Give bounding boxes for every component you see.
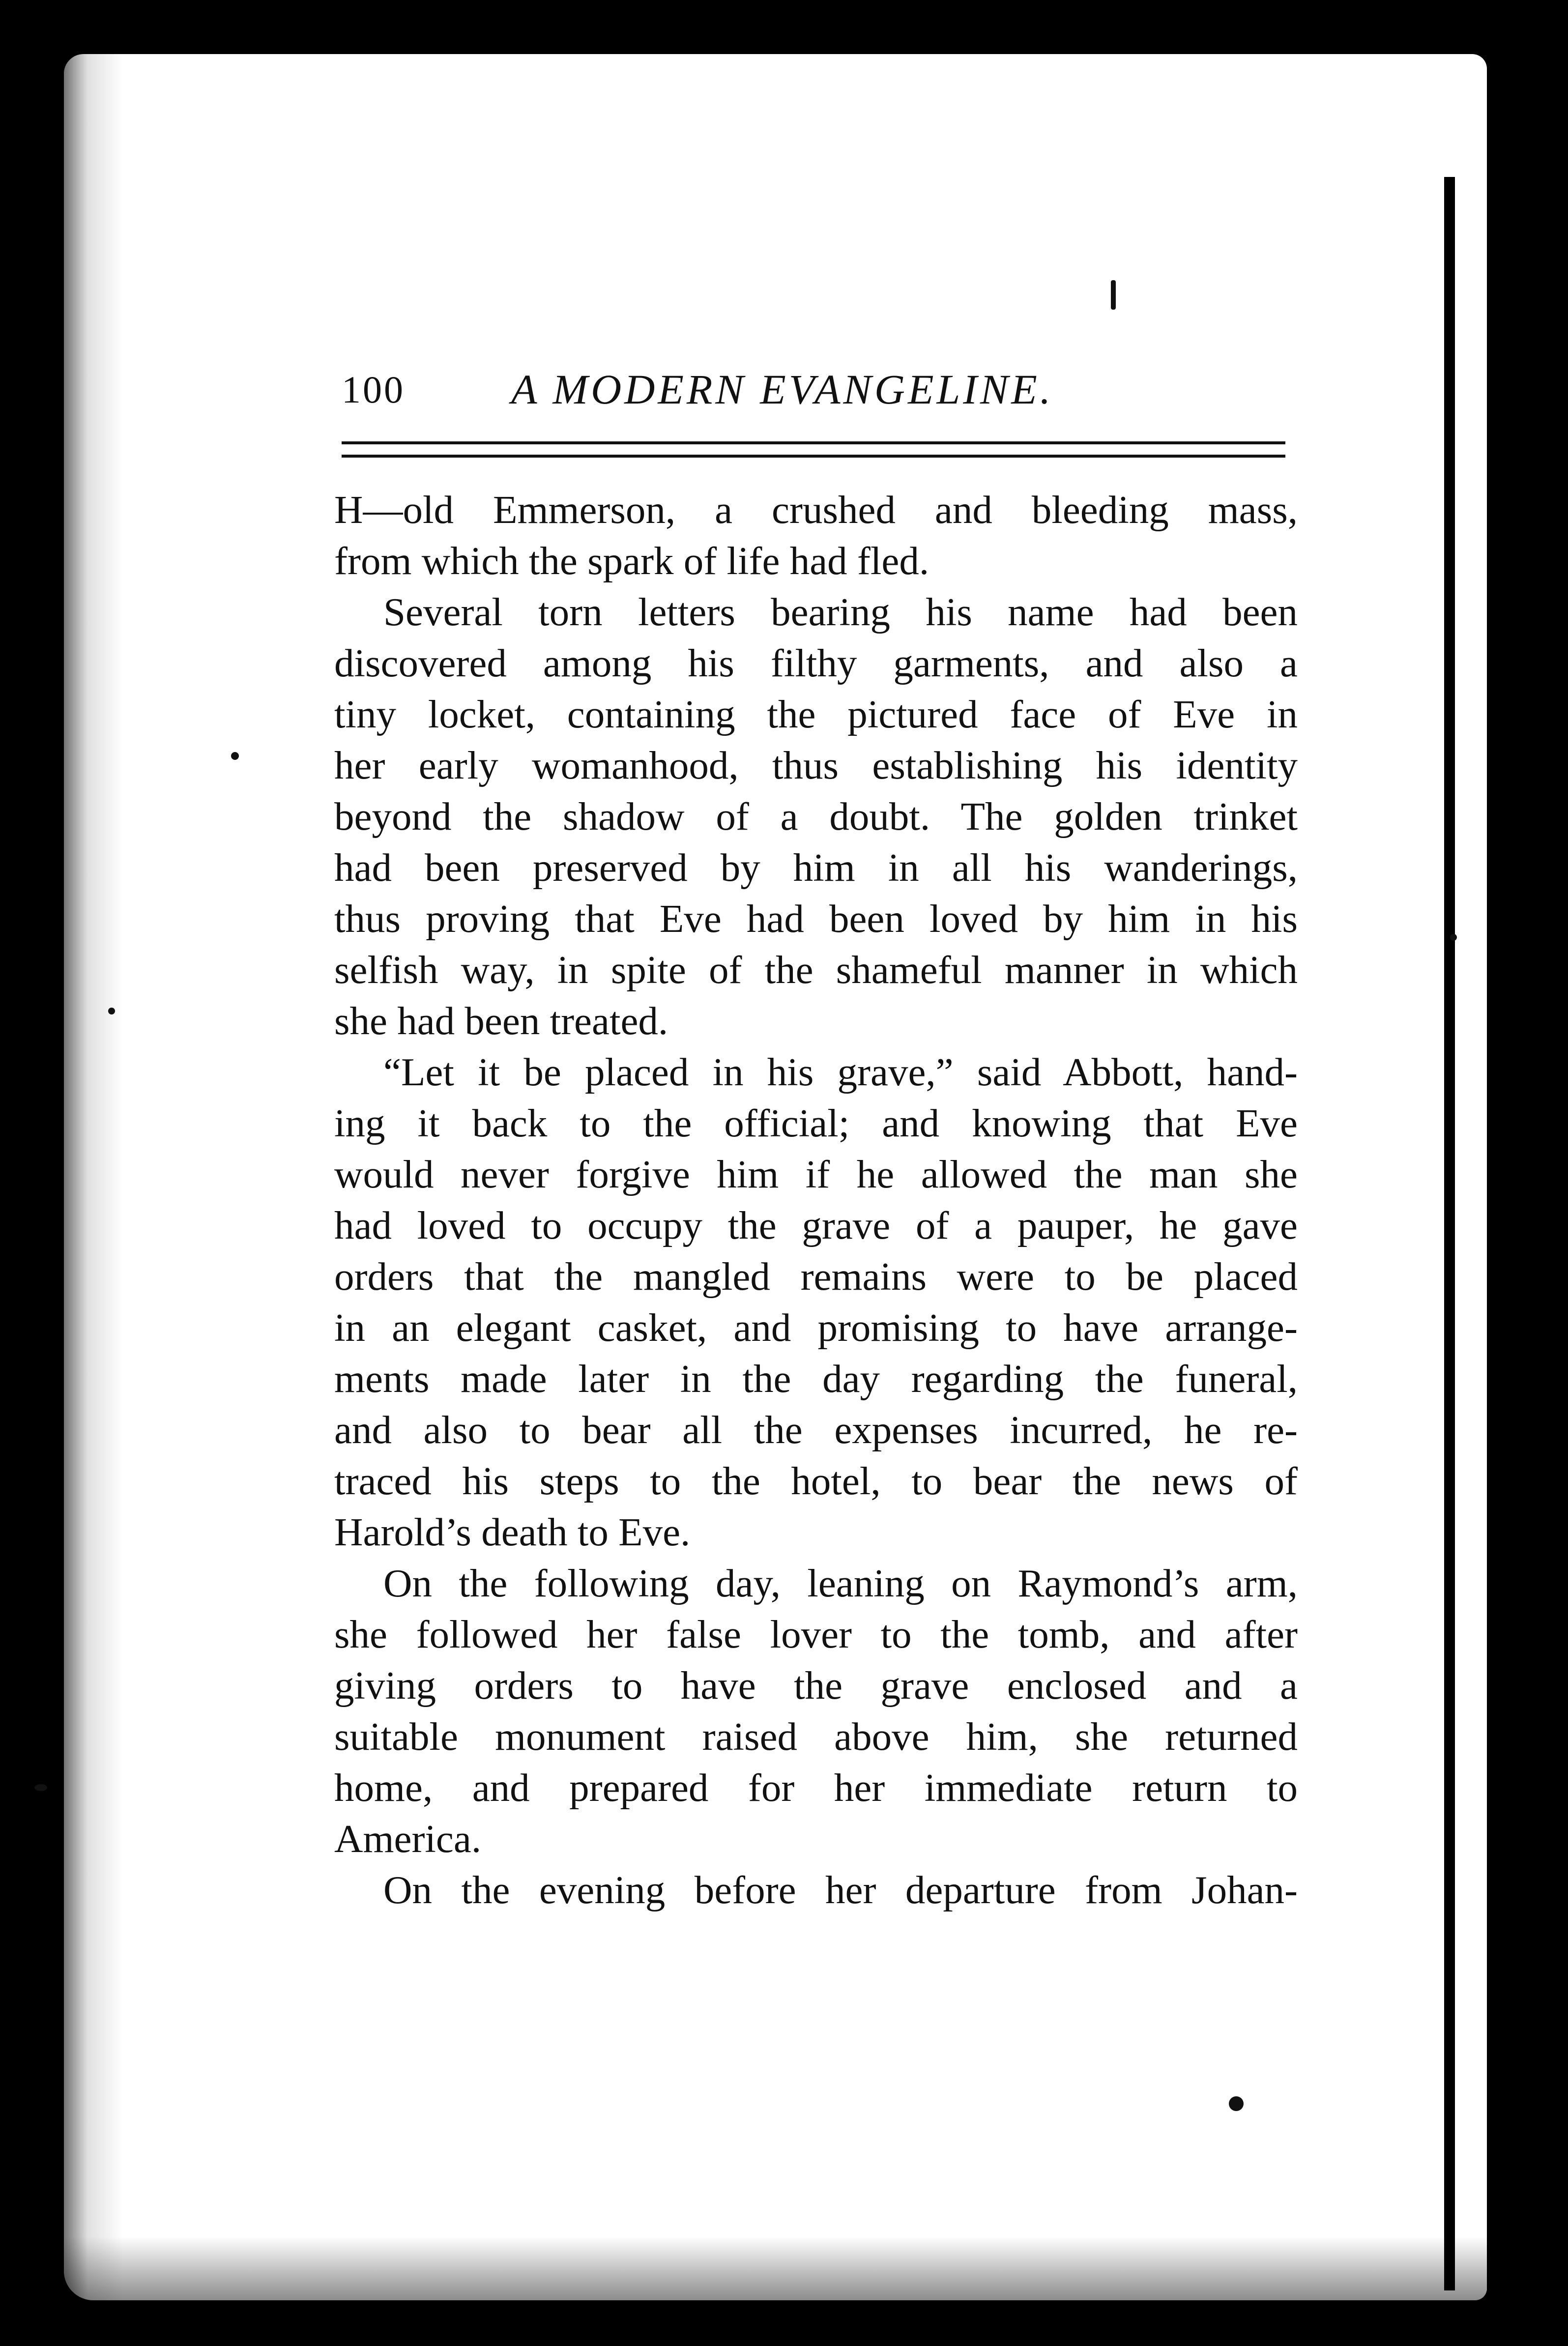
paragraph-start-line: Several torn letters bearing his name had been (383, 590, 1298, 634)
text-line: she followed her false lover to the tomb, and after (334, 1612, 1298, 1656)
body-text (334, 484, 1298, 1915)
running-head (342, 359, 1310, 418)
text-line: discovered among his filthy garments, and also a (334, 641, 1298, 685)
text-line: suitable monument raised above him, she returned (334, 1714, 1298, 1759)
text-line: traced his steps to the hotel, to bear the news of (334, 1459, 1298, 1503)
text-line: had been preserved by him in all his wanderings, (334, 845, 1298, 890)
text-line: and also to bear all the expenses incurred, he re- (334, 1408, 1298, 1452)
header-rule-top (342, 441, 1285, 444)
text-line: giving orders to have the grave enclosed and a (334, 1663, 1298, 1708)
scan-speck (1229, 2096, 1244, 2111)
text-line: in an elegant casket, and promising to have arrange- (334, 1305, 1298, 1350)
scan-speck (108, 1008, 115, 1014)
page-number: 100 (342, 368, 405, 411)
text-line: Harold’s death to Eve. (334, 1510, 691, 1554)
text-line: she had been treated. (334, 999, 668, 1043)
text-line: H—old Emmerson, a crushed and bleeding mass, (334, 488, 1298, 532)
text-line: had loved to occupy the grave of a pauper, he gave (334, 1203, 1298, 1247)
text-line: from which the spark of life had fled. (334, 539, 929, 583)
book-title: A MODERN EVANGELINE. (511, 366, 1054, 413)
page-right-edge (1444, 177, 1487, 2290)
text-line: thus proving that Eve had been loved by him in his (334, 897, 1298, 941)
paragraph-start-line: “Let it be placed in his grave,” said Abbott, hand- (383, 1050, 1298, 1094)
text-line: beyond the shadow of a doubt. The golden trinket (334, 794, 1298, 839)
scan-speck (231, 752, 239, 760)
text-line: ing it back to the official; and knowing that Eve (334, 1101, 1298, 1145)
paragraph-start-line: On the evening before her departure from Johan- (383, 1868, 1298, 1912)
text-line: her early womanhood, thus establishing his identity (334, 743, 1298, 787)
text-line: would never forgive him if he allowed the man she (334, 1152, 1298, 1196)
text-line: tiny locket, containing the pictured face of Eve in (334, 692, 1298, 736)
text-line: America. (334, 1817, 482, 1861)
scan-speck (34, 1784, 47, 1791)
text-line: ments made later in the day regarding the funeral, (334, 1357, 1298, 1401)
scan-speck (1450, 934, 1457, 941)
header-rule-bottom (342, 455, 1285, 458)
text-line: orders that the mangled remains were to be placed (334, 1254, 1298, 1299)
text-line: home, and prepared for her immediate return to (334, 1766, 1298, 1810)
text-line: selfish way, in spite of the shameful manner in which (334, 948, 1298, 992)
paragraph-start-line: On the following day, leaning on Raymond’s arm, (383, 1561, 1298, 1605)
scan-speck (1111, 280, 1116, 310)
